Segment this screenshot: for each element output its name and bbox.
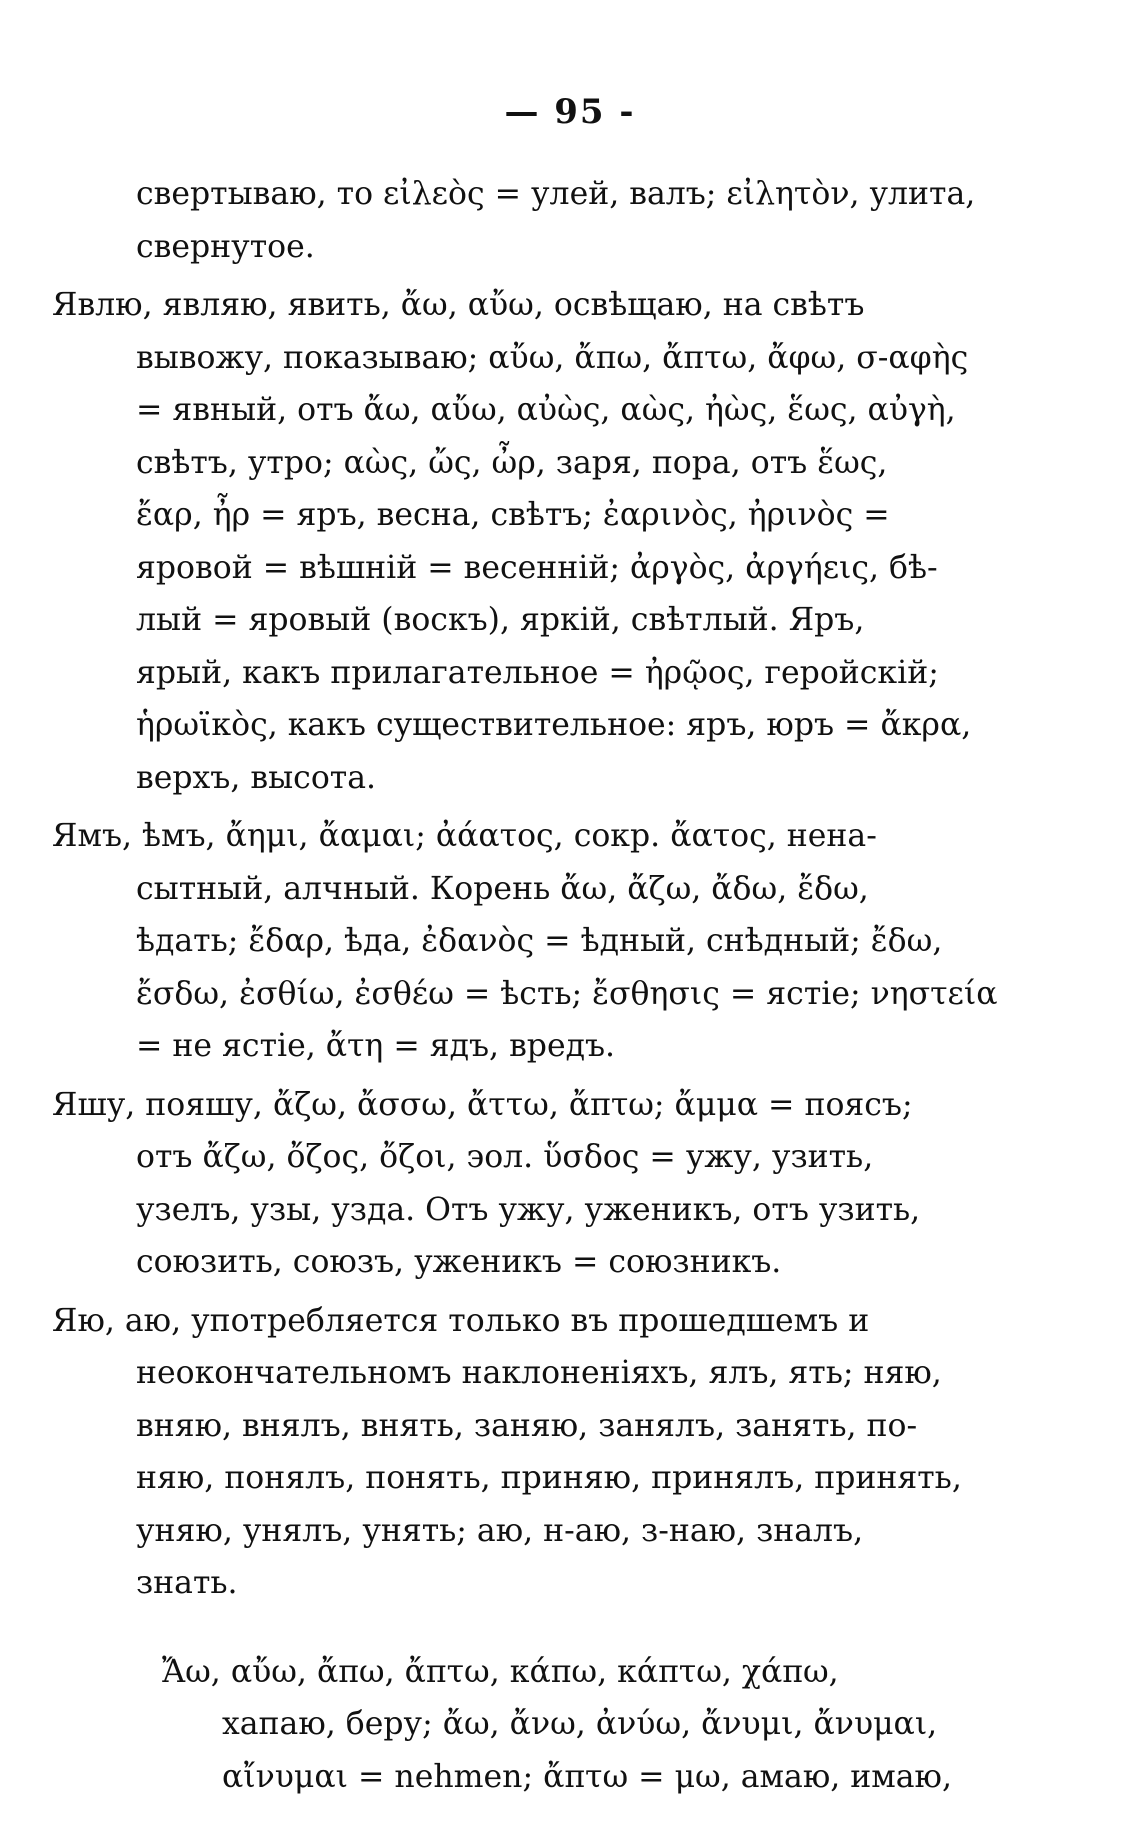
text-line: уняю, унялъ, унять; аю, н-аю, з-наю, зналъ, <box>136 1512 864 1549</box>
text-line: ἔσδω, ἐσθίω, ἐσθέω = ѣсть; ἔσθησις = ястіе; νηστεία <box>136 975 998 1012</box>
text-line: няю, понялъ, понять, приняю, принялъ, принять, <box>136 1460 962 1496</box>
body-text <box>52 168 1012 1803</box>
page-number: — 95 - <box>504 92 636 132</box>
text-line: ἔαρ, ἦρ = яръ, весна, свѣтъ; ἐαρινὸς, ἠρινὸς = <box>136 497 890 533</box>
text-line: узелъ, узы, узда. Отъ ужу, уженикъ, отъ узить, <box>136 1191 921 1228</box>
text-line: сытный, алчный. Корень ἄω, ἄζω, ἄδω, ἔδω, <box>136 870 869 907</box>
text-line: союзить, союзъ, уженикъ = союзникъ. <box>136 1244 782 1280</box>
text-line: свертываю, то εἰλεὸς = улей, валъ; εἰλητὸν, улита, <box>136 176 976 212</box>
text-line: свернутое. <box>136 228 315 265</box>
text-line: ѣдать; ἔδαρ, ѣда, ἐδανὸς = ѣдный, снѣдный; ἔδω, <box>136 923 943 959</box>
text-line: ἡρωϊκὸς, какъ существительное: яръ, юръ = ἄκρα, <box>136 707 972 743</box>
text-line: ярый, какъ прилагательное = ἠρῷος, геройскій; <box>136 654 939 691</box>
text-line: верхъ, высота. <box>136 759 377 796</box>
text-line: знать. <box>136 1565 238 1601</box>
text-line: яровой = вѣшній = весенній; ἀργὸς, ἀργήεις, бѣ- <box>136 549 938 586</box>
text-line: отъ ἄζω, ὄζος, ὄζοι, эол. ὕσδος = ужу, узить, <box>136 1139 874 1175</box>
text-line: Яшу, пояшу, ἄζω, ἄσσω, ἄττω, ἄπτω; ἄμμα = поясъ; <box>52 1086 913 1123</box>
text-line: Явлю, являю, явить, ἄω, αὔω, освѣщаю, на свѣтъ <box>52 287 865 323</box>
dictionary-entry-ao <box>52 1646 1012 1804</box>
text-line: вняю, внялъ, внять, заняю, занялъ, занять, по- <box>136 1407 918 1444</box>
text-line: = явный, отъ ἄω, αὔω, αὐὼς, αὼς, ἠὼς, ἕως, αὐγὴ, <box>136 392 956 428</box>
dictionary-entry-yavlyu <box>52 279 1012 804</box>
text-line: неокончательномъ наклоненіяхъ, ялъ, ять; няю, <box>136 1355 942 1391</box>
text-line: Ἄω, αὔω, ἄπω, ἄπτω, κάπω, κάπτω, χάπω, <box>162 1653 839 1690</box>
text-line: αἴνυμαι = nehmen; ἄπτω = μω, амаю, имаю, <box>222 1758 952 1795</box>
dictionary-entry-svertyvayu <box>52 168 1012 273</box>
text-line: свѣтъ, утро; αὼς, ὤς, ὦρ, заря, пора, отъ ἕως, <box>136 444 888 481</box>
dictionary-entry-yashu <box>52 1079 1012 1289</box>
text-line: Ямъ, ѣмъ, ἄημι, ἄαμαι; ἀάατος, сокр. ἄατος, нена- <box>52 818 877 854</box>
text-line: хапаю, беру; ἄω, ἄνω, ἀνύω, ἄνυμι, ἄνυμαι, <box>222 1706 938 1742</box>
dictionary-entry-yayu <box>52 1295 1012 1610</box>
text-line: лый = яровый (воскъ), яркій, свѣтлый. Яръ, <box>136 602 865 638</box>
text-line: = не ястіе, ἄτη = ядъ, вредъ. <box>136 1028 616 1064</box>
text-line: Яю, аю, употребляется только въ прошедшемъ и <box>52 1302 870 1339</box>
text-line: вывожу, показываю; αὔω, ἄπω, ἄπτω, ἄφω, σ-αφὴς <box>136 339 969 376</box>
dictionary-entry-yam <box>52 810 1012 1073</box>
